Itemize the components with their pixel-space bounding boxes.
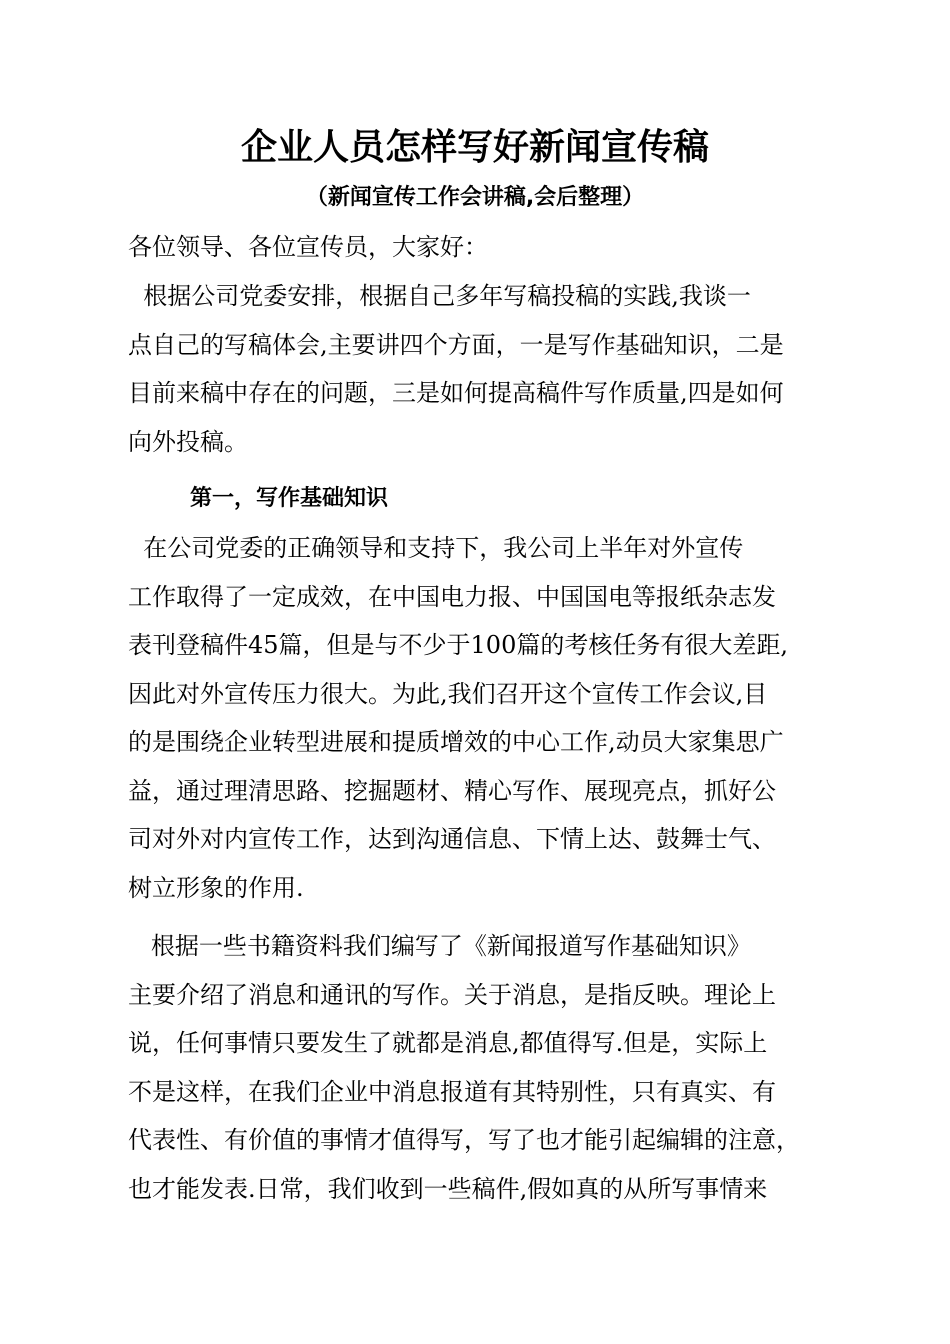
paragraph-2 bbox=[128, 922, 828, 1213]
paragraph-line: 在公司党委的正确领导和支持下，我公司上半年对外宣传 bbox=[128, 534, 744, 562]
paragraph-line: 益，通过理清思路、挖掘题材、精心写作、展现亮点，抓好公 bbox=[128, 776, 776, 805]
paragraph-line: 不是这样，在我们企业中消息报道有其特别性，只有真实、有 bbox=[128, 1077, 776, 1106]
paragraph-line: 因此对外宣传压力很大。为此,我们召开这个宣传工作会议,目 bbox=[128, 679, 768, 708]
paragraph-line: 工作取得了一定成效，在中国电力报、中国国电等报纸杂志发 bbox=[128, 582, 776, 611]
paragraph-line: 司对外对内宣传工作，达到沟通信息、下情上达、鼓舞士气、 bbox=[128, 825, 776, 853]
paragraph-line: 树立形象的作用. bbox=[128, 873, 304, 902]
intro-line: 目前来稿中存在的问题，三是如何提高稿件写作质量,四是如何 bbox=[128, 379, 784, 407]
paragraph-line: 的是围绕企业转型进展和提质增效的中心工作,动员大家集思广 bbox=[128, 728, 784, 756]
paragraph-1 bbox=[128, 524, 828, 912]
paragraph-line: 根据一些书籍资料我们编写了《新闻报道写作基础知识》 bbox=[128, 932, 751, 960]
document-title: 企业人员怎样写好新闻宣传稿 bbox=[240, 126, 709, 168]
intro-line: 点自己的写稿体会,主要讲四个方面，一是写作基础知识，二是 bbox=[128, 330, 784, 359]
greeting bbox=[128, 223, 828, 272]
intro-line: 向外投稿。 bbox=[128, 427, 248, 456]
paragraph-line: 说，任何事情只要发生了就都是消息,都值得写.但是，实际上 bbox=[128, 1029, 768, 1057]
paragraph-line: 代表性、有价值的事情才值得写，写了也才能引起编辑的注意， bbox=[128, 1126, 800, 1154]
intro-line: 根据公司党委安排，根据自己多年写稿投稿的实践,我谈一 bbox=[128, 282, 751, 310]
paragraph-line: 表刊登稿件45篇，但是与不少于100篇的考核任务有很大差距, bbox=[128, 631, 788, 659]
intro-paragraph bbox=[128, 272, 828, 466]
paragraph-line: 主要介绍了消息和通讯的写作。关于消息，是指反映。理论上 bbox=[128, 980, 776, 1009]
paragraph-line: 也才能发表.日常，我们收到一些稿件,假如真的从所写事情来 bbox=[128, 1174, 768, 1203]
greeting-line: 各位领导、各位宣传员，大家好： bbox=[128, 233, 488, 261]
section-heading: 第一，写作基础知识 bbox=[190, 486, 389, 511]
document-subtitle: （新闻宣传工作会讲稿,会后整理） bbox=[305, 185, 645, 210]
